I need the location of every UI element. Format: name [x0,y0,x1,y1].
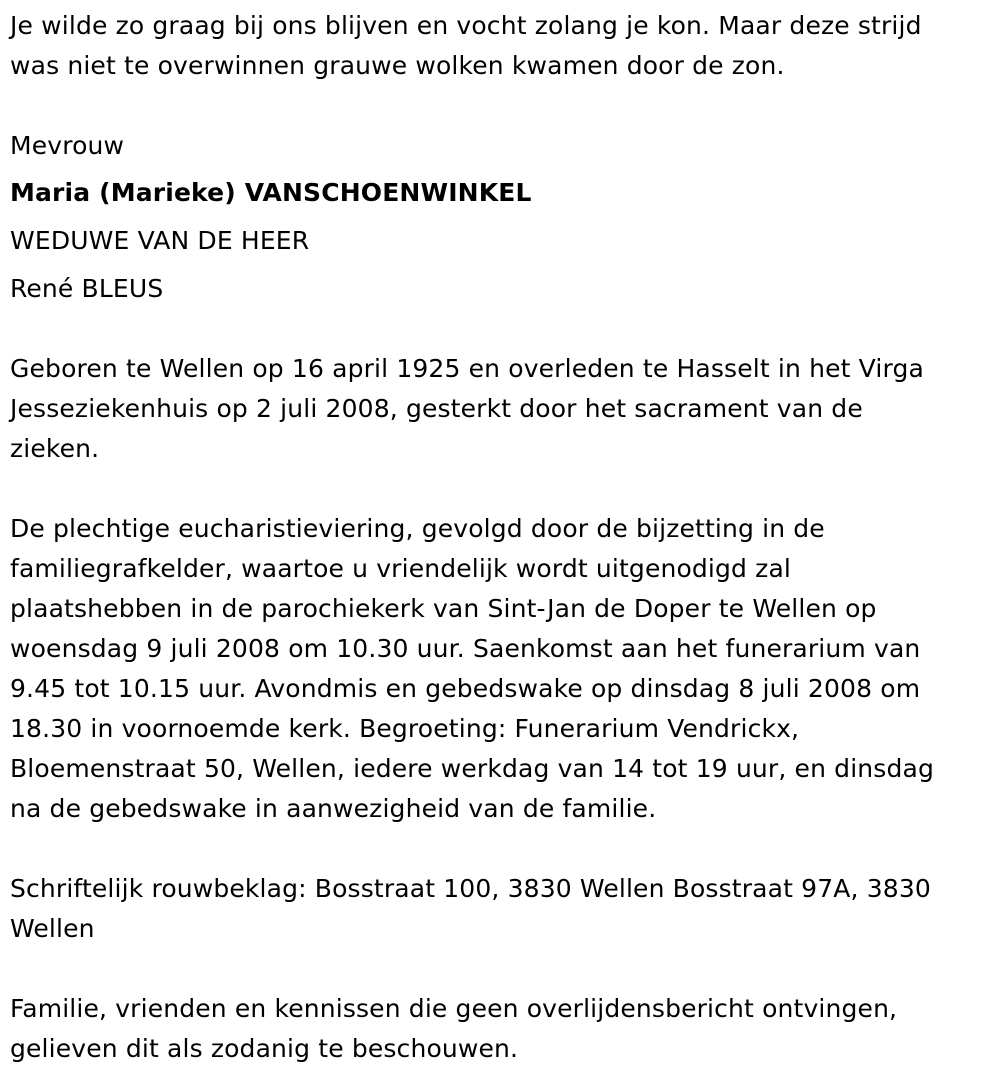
birth-death-line: Jesseziekenhuis op 2 juli 2008, gesterkt door het sacrament van de [10,394,863,423]
quote-line: Je wilde zo graag bij ons blijven en vocht zolang je kon. Maar deze strijd [10,11,922,40]
deceased-name: Maria (Marieke) VANSCHOENWINKEL [10,178,532,207]
ceremony-line: De plechtige eucharistieviering, gevolgd door de bijzetting in de [10,514,825,543]
salutation: Mevrouw [10,131,125,160]
ceremony-line: na de gebedswake in aanwezigheid van de familie. [10,794,657,823]
ceremony-line: familiegrafkelder, waartoe u vriendelijk wordt uitgenodigd zal [10,554,792,583]
ceremony-line: Bloemenstraat 50, Wellen, iedere werkdag van 14 tot 19 uur, en dinsdag [10,754,934,783]
closing-line: gelieven dit als zodanig te beschouwen. [10,1034,519,1063]
ceremony-line: plaatshebben in de parochiekerk van Sint-Jan de Doper te Wellen op [10,594,877,623]
ceremony-line: 18.30 in voornoemde kerk. Begroeting: Funerarium Vendrickx, [10,714,800,743]
ceremony-line: woensdag 9 juli 2008 om 10.30 uur. Saenkomst aan het funerarium van [10,634,921,663]
birth-death-line: Geboren te Wellen op 16 april 1925 en overleden te Hasselt in het Virga [10,354,924,383]
closing-line: Familie, vrienden en kennissen die geen overlijdensbericht ontvingen, [10,994,898,1023]
quote-line: was niet te overwinnen grauwe wolken kwamen door de zon. [10,51,785,80]
birth-death-line: zieken. [10,434,100,463]
ceremony-line: 9.45 tot 10.15 uur. Avondmis en gebedswake op dinsdag 8 juli 2008 om [10,674,921,703]
relation: WEDUWE VAN DE HEER [10,226,310,255]
condolences-line: Wellen [10,914,95,943]
condolences-line: Schriftelijk rouwbeklag: Bosstraat 100, 3830 Wellen Bosstraat 97A, 3830 [10,874,931,903]
spouse-name: René BLEUS [10,274,164,303]
